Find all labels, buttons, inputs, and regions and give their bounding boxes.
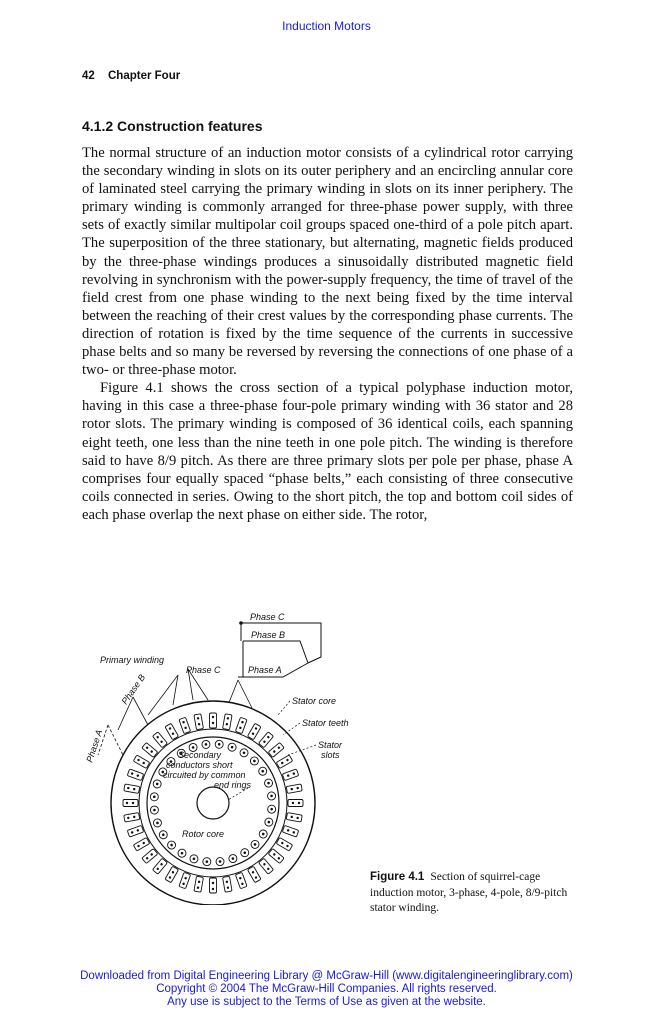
- label-phase-c-left: Phase C: [186, 665, 221, 675]
- stator-slot: [210, 713, 217, 728]
- chapter-title: Chapter Four: [108, 70, 181, 82]
- rotor-slot: [202, 857, 211, 866]
- figure-caption: [370, 870, 575, 917]
- label-secondary-3: circuited by common: [163, 770, 246, 780]
- label-stator-slots-1: Stator: [318, 740, 343, 750]
- stator-slot: [123, 800, 138, 807]
- motor-diagram: [78, 605, 368, 905]
- footer-line-3[interactable]: Any use is subject to the Terms of Use as given at the website.: [167, 996, 486, 1008]
- label-phase-a-arc: Phase A: [84, 728, 105, 764]
- footer-line-2: Copyright © 2004 The McGraw-Hill Companies. All rights reserved.: [156, 983, 497, 995]
- label-stator-teeth: Stator teeth: [302, 718, 349, 728]
- rotor-slot: [150, 792, 159, 801]
- paragraph-2: Figure 4.1 shows the cross section of a typical polyphase induction motor, having in this case a three-phase four-pole primary winding with 36 stator and 28 rotor slots. The primary winding is composed of 36 identical coils, each spanning eight teeth, one less than the nine teeth in one pole pitch. The winding is therefore said to have 8/9 pitch. As there are three primary slots per pole per phase, phase A comprises four equally spaced “phase belts,” each consisting of three consecutive coils connected in series. Owing to the short pitch, the top and bottom coil sides of each phase overlap the next phase on either side. The rotor,: [82, 380, 573, 523]
- label-secondary-1: Secondary: [178, 750, 222, 760]
- rotor-slot: [216, 857, 225, 866]
- paragraph-1: The normal structure of an induction motor consists of a cylindrical rotor carrying the secondary winding in slots on its outer periphery and an encircling annular core of laminated steel carrying the primary winding in slots on its inner periphery. The primary winding is commonly arranged for three-phase power supply, with three sets of exactly similar multipolar coil groups spaced one-third of a pole pitch apart. The superposition of the three stationary, but alternating, magnetic fields produced by the three-phase windings produces a sinusoidally distributed magnetic field revolving in synchronism with the power-supply frequency, the time of travel of the field crest from one phase winding to the next being fixed by the time interval between the reaching of their crest values by the corresponding phase currents. The direction of rotation is fixed by the time sequence of the currents in successive phase belts and so many be reversed by reversing the connections of one phase of a two- or three-phase motor.: [82, 145, 573, 379]
- motor-cross-section-figure: [78, 605, 368, 905]
- page-number: 42: [82, 70, 95, 82]
- rotor-slot: [267, 792, 276, 801]
- footer: [0, 970, 653, 1009]
- caption-text: Section of squirrel-cage induction motor, 3-phase, 4-pole, 8/9-pitch stator winding.: [370, 871, 568, 914]
- section-heading: 4.1.2 Construction features: [82, 118, 263, 134]
- rotor-slot: [267, 805, 276, 814]
- rotor-slot: [150, 806, 159, 815]
- label-secondary-4: end rings: [214, 780, 252, 790]
- label-rotor-core: Rotor core: [182, 829, 225, 839]
- label-phase-b-top: Phase B: [251, 630, 286, 640]
- label-secondary-2: conductors short: [166, 760, 233, 770]
- label-primary-winding: Primary winding: [100, 655, 165, 665]
- rotor-shaft: [197, 787, 229, 819]
- chapter-line: [82, 70, 180, 82]
- label-phase-b-arc: Phase B: [119, 672, 148, 707]
- rotor-slot: [202, 740, 211, 749]
- terminal-dot: [239, 621, 243, 625]
- stator-slot: [288, 800, 303, 807]
- label-stator-core: Stator core: [292, 696, 337, 706]
- caption-label: Figure 4.1: [370, 871, 425, 883]
- label-phase-a-right: Phase A: [248, 665, 282, 675]
- label-phase-c-top: Phase C: [250, 612, 285, 622]
- stator-slot: [210, 878, 217, 893]
- running-title: Induction Motors: [282, 19, 371, 33]
- body-text: [82, 144, 573, 524]
- rotor-slot: [215, 740, 224, 749]
- label-stator-slots-2: slots: [321, 750, 340, 760]
- footer-line-1[interactable]: Downloaded from Digital Engineering Library @ McGraw-Hill (www.digitalengineeringlibrary.com): [80, 970, 573, 982]
